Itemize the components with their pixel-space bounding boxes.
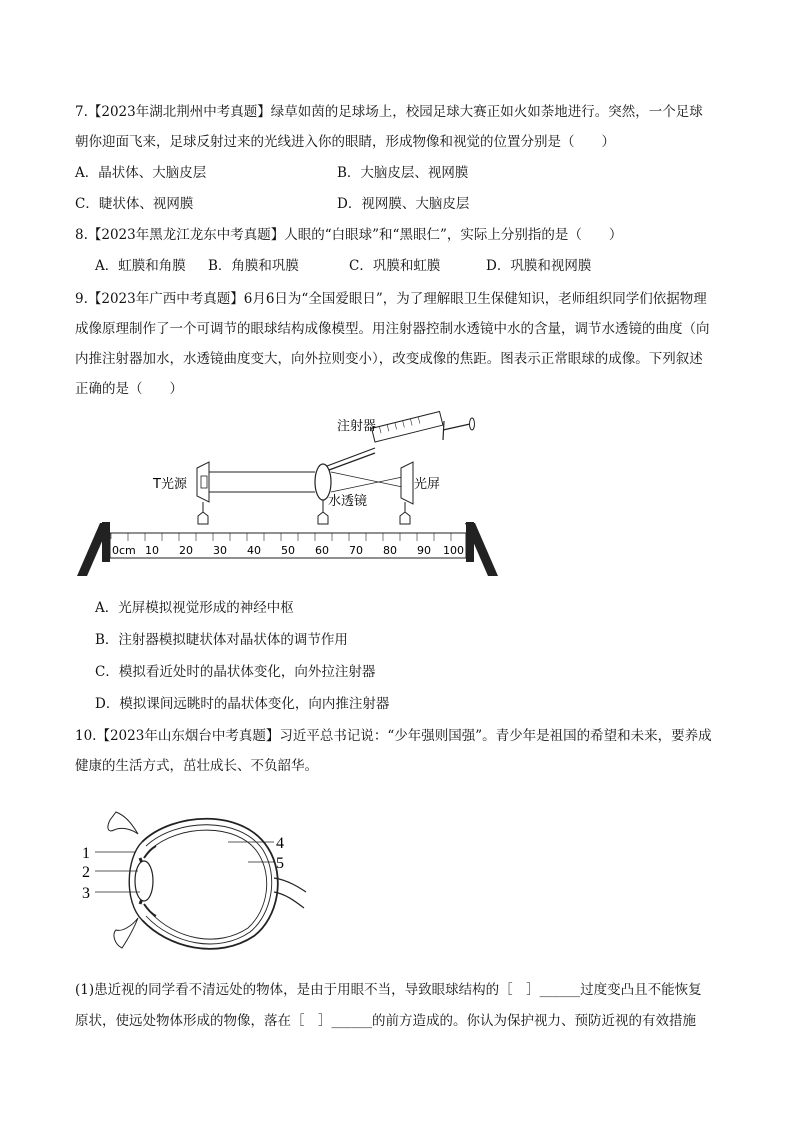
eye-model-diagram [75,408,505,583]
choroid [146,825,272,944]
q7-option-d: D．视网膜、大脑皮层 [337,196,470,212]
light-source-label: T光源 [153,477,187,492]
label-2: 2 [82,864,90,881]
q7-option-b: B．大脑皮层、视网膜 [337,165,469,181]
q9-option-c: C．模拟看近处时的晶状体变化，向外拉注射器 [95,664,376,680]
q9-stem-line3: 内推注射器加水，水透镜曲度变大，向外拉则变小），改变成像的焦距。图表示正常眼球的成像。下列叙述 [75,351,703,367]
label-3: 3 [82,885,90,902]
q9-option-d: D．模拟课间远眺时的晶状体变化，向内推注射器 [95,696,390,712]
q7-stem-line1: 7.【2023年湖北荆州中考真题】绿草如茵的足球场上，校园足球大赛正如火如荼地进行。突然，一个足球 [75,104,703,120]
q9-stem-line1: 9.【2023年广西中考真题】6月6日为“全国爱眼日”，为了理解眼卫生保健知识，老师组织同学们依据物理 [75,291,707,307]
q10-stem-line2: 健康的生活方式，茁壮成长、不负韶华。 [75,758,318,774]
q9-option-a: A．光屏模拟视觉形成的神经中枢 [95,600,294,616]
ruler-tick-100: 100 [443,544,464,557]
q8-option-b: B．角膜和巩膜 [208,258,299,274]
ruler-tick-10: 10 [145,544,159,557]
ruler-tick-40: 40 [247,544,261,557]
q8-stem: 8.【2023年黑龙江龙东中考真题】人眼的“白眼球”和“黑眼仁”，实际上分别指的是（ ） [75,227,623,243]
screen-label: 光屏 [414,477,441,492]
q10-sub1-line1: (1)患近视的同学看不清远处的物体，是由于用眼不当，导致眼球结构的［ ］______过度变凸且不能恢复 [75,982,702,998]
q7-option-c: C．睫状体、视网膜 [75,196,194,212]
ruler-tick-70: 70 [349,544,363,557]
lower-eyelid [114,918,138,948]
q8-option-a: A．虹膜和角膜 [95,258,186,274]
q9-option-b: B．注射器模拟睫状体对晶状体的调节作用 [95,632,348,648]
ruler-tick-30: 30 [213,544,227,557]
q7-option-a: A．晶状体、大脑皮层 [75,165,207,181]
upper-eyelid [108,812,138,834]
retina [150,830,267,939]
label-4: 4 [276,835,284,852]
ruler-tick-80: 80 [383,544,397,557]
q10-stem-line1: 10.【2023年山东烟台中考真题】习近平总书记说：“少年强则国强”。青少年是祖国的希望和未来，要养成 [75,728,712,744]
label-5: 5 [276,855,284,872]
syringe-label: 注射器 [337,419,377,434]
ruler-tick-20: 20 [179,544,193,557]
q9-stem-line4: 正确的是（ ） [75,381,183,397]
q10-sub1-line2: 原状，使远处物体形成的物像，落在［ ］______的前方造成的。你认为保护视力、预防近视的有效措施 [75,1013,696,1029]
label-1: 1 [82,845,90,862]
q8-option-d: D．巩膜和视网膜 [486,258,592,274]
ruler-tick-90: 90 [417,544,431,557]
ruler-right-post [466,522,474,562]
ruler-tick-50: 50 [281,544,295,557]
eyeball-structure-diagram [78,808,308,960]
q7-stem-line2: 朝你迎面飞来，足球反射过来的光线进入你的眼睛，形成物像和视觉的位置分别是（ ） [75,134,615,150]
ruler-unit-label: 0cm [112,544,136,557]
ruler-left-post [102,522,110,562]
water-lens-label: 水透镜 [328,494,368,509]
lens [135,861,153,901]
screen [401,462,413,504]
ruler-tick-60: 60 [315,544,329,557]
q8-option-c: C．巩膜和虹膜 [349,258,441,274]
q9-stem-line2: 成像原理制作了一个可调节的眼球结构成像模型。用注射器控制水透镜中水的含量，调节水透镜的曲度（向 [75,321,710,337]
